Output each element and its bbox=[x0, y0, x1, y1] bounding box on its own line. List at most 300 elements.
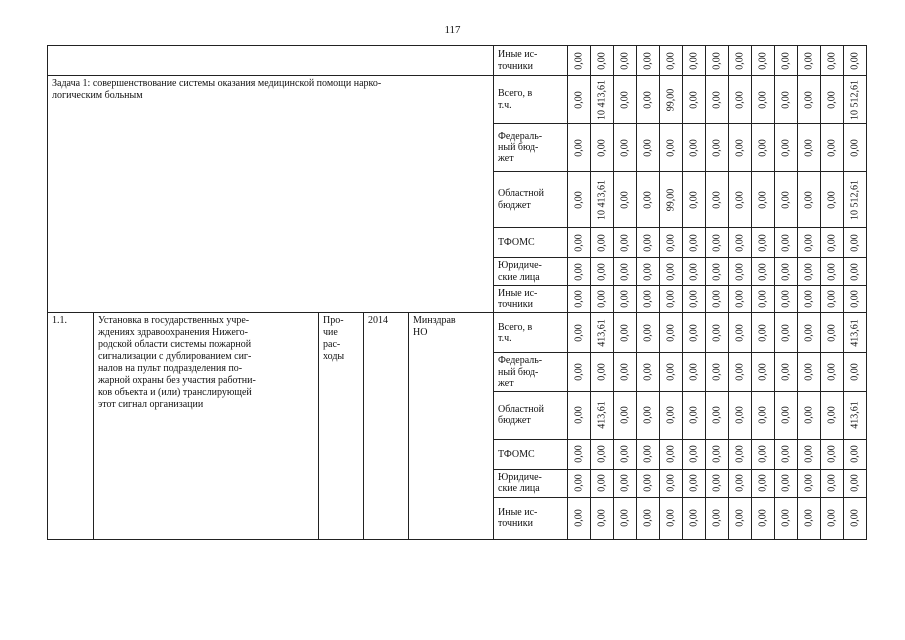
value-cell bbox=[591, 258, 614, 286]
value-text: 0,00 bbox=[596, 509, 608, 528]
source-label-text: Всего, в т.ч. bbox=[498, 321, 533, 344]
value-text: 0,00 bbox=[803, 51, 815, 70]
value-text: 0,00 bbox=[573, 138, 585, 157]
value-cell bbox=[752, 124, 775, 172]
source-label bbox=[494, 76, 568, 124]
value-text: 0,00 bbox=[665, 445, 677, 464]
value-cell bbox=[729, 286, 752, 313]
value-text: 0,00 bbox=[780, 290, 792, 308]
value-text: 0,00 bbox=[803, 190, 815, 209]
value-cell bbox=[614, 76, 637, 124]
value-text: 0,00 bbox=[688, 190, 700, 209]
value-cell bbox=[752, 391, 775, 439]
value-cell bbox=[798, 353, 821, 392]
value-cell bbox=[752, 172, 775, 228]
value-cell bbox=[637, 258, 660, 286]
value-text: 0,00 bbox=[573, 233, 585, 252]
value-cell bbox=[752, 313, 775, 353]
value-cell bbox=[683, 258, 706, 286]
source-label bbox=[494, 391, 568, 439]
value-cell bbox=[591, 228, 614, 258]
value-cell bbox=[752, 497, 775, 539]
value-cell bbox=[844, 391, 867, 439]
value-cell bbox=[729, 391, 752, 439]
value-cell bbox=[752, 286, 775, 313]
value-text: 0,00 bbox=[734, 51, 746, 70]
value-cell bbox=[821, 313, 844, 353]
value-cell bbox=[844, 124, 867, 172]
value-cell bbox=[729, 258, 752, 286]
source-label-text: Иные ис- точники bbox=[498, 507, 538, 530]
value-text: 0,00 bbox=[573, 90, 585, 109]
value-cell bbox=[775, 469, 798, 497]
source-label bbox=[494, 497, 568, 539]
value-text: 0,00 bbox=[757, 90, 769, 109]
source-label bbox=[494, 353, 568, 392]
item-number-text: 1.1. bbox=[52, 315, 67, 327]
value-text: 0,00 bbox=[642, 51, 654, 70]
value-cell bbox=[706, 313, 729, 353]
value-cell bbox=[660, 391, 683, 439]
value-text: 0,00 bbox=[642, 445, 654, 464]
value-cell bbox=[568, 497, 591, 539]
value-text: 0,00 bbox=[826, 363, 838, 381]
value-text: 0,00 bbox=[711, 51, 723, 70]
value-text: 0,00 bbox=[780, 233, 792, 252]
value-text: 0,00 bbox=[688, 445, 700, 464]
value-text: 0,00 bbox=[757, 290, 769, 308]
value-cell bbox=[568, 469, 591, 497]
source-label bbox=[494, 228, 568, 258]
value-cell bbox=[591, 353, 614, 392]
value-text: 0,00 bbox=[619, 138, 631, 157]
value-text: 0,00 bbox=[619, 406, 631, 425]
value-text: 0,00 bbox=[849, 474, 861, 493]
value-cell bbox=[729, 46, 752, 76]
value-text: 0,00 bbox=[757, 51, 769, 70]
value-text: 0,00 bbox=[573, 406, 585, 425]
value-text: 0,00 bbox=[734, 233, 746, 252]
value-text: 0,00 bbox=[573, 363, 585, 381]
value-cell bbox=[844, 469, 867, 497]
value-cell bbox=[798, 228, 821, 258]
value-cell bbox=[568, 313, 591, 353]
value-cell bbox=[660, 469, 683, 497]
value-text: 0,00 bbox=[757, 509, 769, 528]
value-cell bbox=[729, 76, 752, 124]
value-cell bbox=[798, 172, 821, 228]
value-cell bbox=[683, 313, 706, 353]
value-cell bbox=[775, 228, 798, 258]
value-cell bbox=[660, 258, 683, 286]
value-text: 0,00 bbox=[573, 262, 585, 281]
value-cell bbox=[821, 258, 844, 286]
value-cell bbox=[706, 497, 729, 539]
value-cell bbox=[798, 286, 821, 313]
value-text: 0,00 bbox=[642, 474, 654, 493]
item-description bbox=[94, 313, 319, 540]
value-text: 0,00 bbox=[688, 262, 700, 281]
value-text: 413,61 bbox=[596, 319, 608, 347]
value-cell bbox=[660, 439, 683, 469]
value-cell bbox=[844, 228, 867, 258]
value-text: 0,00 bbox=[711, 363, 723, 381]
value-text: 0,00 bbox=[780, 406, 792, 425]
value-text: 0,00 bbox=[849, 363, 861, 381]
value-text: 0,00 bbox=[734, 445, 746, 464]
value-cell bbox=[568, 124, 591, 172]
value-cell bbox=[821, 172, 844, 228]
value-cell bbox=[798, 439, 821, 469]
value-text: 0,00 bbox=[734, 474, 746, 493]
value-text: 0,00 bbox=[803, 474, 815, 493]
table-row bbox=[48, 313, 867, 353]
value-cell bbox=[614, 497, 637, 539]
value-cell bbox=[775, 391, 798, 439]
value-cell bbox=[591, 497, 614, 539]
value-cell bbox=[844, 497, 867, 539]
value-text: 0,00 bbox=[849, 262, 861, 281]
value-text: 0,00 bbox=[642, 262, 654, 281]
table-row bbox=[48, 46, 867, 76]
value-cell bbox=[729, 439, 752, 469]
value-text: 0,00 bbox=[619, 290, 631, 308]
value-text: 0,00 bbox=[849, 290, 861, 308]
value-cell bbox=[683, 353, 706, 392]
value-cell bbox=[821, 439, 844, 469]
value-text: 0,00 bbox=[573, 51, 585, 70]
value-text: 413,61 bbox=[849, 319, 861, 347]
source-label-text: Юридиче- ские лица bbox=[498, 260, 542, 283]
value-text: 0,00 bbox=[757, 324, 769, 342]
value-cell bbox=[568, 439, 591, 469]
value-text: 0,00 bbox=[688, 233, 700, 252]
value-cell bbox=[637, 313, 660, 353]
value-cell bbox=[729, 228, 752, 258]
value-cell bbox=[568, 286, 591, 313]
value-cell bbox=[729, 469, 752, 497]
value-cell bbox=[683, 286, 706, 313]
value-text: 0,00 bbox=[711, 290, 723, 308]
value-cell bbox=[844, 76, 867, 124]
value-text: 10 512,61 bbox=[849, 179, 861, 220]
value-text: 0,00 bbox=[826, 406, 838, 425]
value-text: 0,00 bbox=[711, 90, 723, 109]
source-label-text: Федераль- ный бюд- жет bbox=[498, 355, 543, 389]
value-text: 0,00 bbox=[734, 290, 746, 308]
value-cell bbox=[637, 46, 660, 76]
value-text: 0,00 bbox=[803, 406, 815, 425]
value-text: 0,00 bbox=[734, 138, 746, 157]
value-cell bbox=[729, 313, 752, 353]
value-cell bbox=[706, 172, 729, 228]
value-text: 0,00 bbox=[849, 138, 861, 157]
value-text: 0,00 bbox=[688, 363, 700, 381]
value-text: 0,00 bbox=[642, 233, 654, 252]
value-text: 0,00 bbox=[596, 233, 608, 252]
value-text: 0,00 bbox=[826, 509, 838, 528]
value-text: 0,00 bbox=[619, 90, 631, 109]
value-cell bbox=[614, 469, 637, 497]
value-text: 10 413,61 bbox=[596, 79, 608, 120]
value-cell bbox=[591, 313, 614, 353]
source-label-text: Областной бюджет bbox=[498, 188, 545, 211]
source-label-text: ТФОМС bbox=[498, 448, 535, 460]
value-cell bbox=[775, 353, 798, 392]
value-cell bbox=[683, 76, 706, 124]
value-text: 0,00 bbox=[665, 262, 677, 281]
value-cell bbox=[614, 286, 637, 313]
value-text: 0,00 bbox=[711, 406, 723, 425]
value-cell bbox=[660, 497, 683, 539]
value-text: 0,00 bbox=[757, 363, 769, 381]
value-text: 0,00 bbox=[803, 233, 815, 252]
source-label bbox=[494, 258, 568, 286]
task-title bbox=[48, 76, 494, 313]
value-cell bbox=[844, 353, 867, 392]
value-text: 0,00 bbox=[665, 290, 677, 308]
value-text: 0,00 bbox=[826, 233, 838, 252]
value-text: 0,00 bbox=[734, 509, 746, 528]
value-cell bbox=[637, 391, 660, 439]
value-cell bbox=[637, 439, 660, 469]
value-cell bbox=[568, 258, 591, 286]
value-text: 10 512,61 bbox=[849, 79, 861, 120]
value-cell bbox=[614, 439, 637, 469]
value-text: 0,00 bbox=[573, 290, 585, 308]
value-text: 0,00 bbox=[757, 262, 769, 281]
value-text: 0,00 bbox=[711, 474, 723, 493]
source-label-text: Юридиче- ские лица bbox=[498, 472, 542, 495]
value-cell bbox=[798, 497, 821, 539]
source-label bbox=[494, 46, 568, 76]
value-cell bbox=[660, 46, 683, 76]
value-cell bbox=[706, 286, 729, 313]
value-text: 0,00 bbox=[757, 233, 769, 252]
item-description-text: Установка в государственных учре- ждениях здравоохранения Нижего- родской области системы пожарной сигнализации с дублированием сиг- налов на пульт подразделения по- жарной охраны без участия работни- ков объекта и (или) транслирующей этот сигнал организации bbox=[98, 315, 256, 411]
value-cell bbox=[660, 353, 683, 392]
value-text: 0,00 bbox=[642, 324, 654, 342]
value-text: 0,00 bbox=[688, 324, 700, 342]
value-text: 0,00 bbox=[665, 51, 677, 70]
value-cell bbox=[660, 76, 683, 124]
value-cell bbox=[683, 497, 706, 539]
value-cell bbox=[821, 228, 844, 258]
value-cell bbox=[637, 172, 660, 228]
value-cell bbox=[614, 124, 637, 172]
value-cell bbox=[821, 124, 844, 172]
value-text: 0,00 bbox=[734, 262, 746, 281]
value-cell bbox=[798, 313, 821, 353]
value-cell bbox=[775, 172, 798, 228]
value-cell bbox=[591, 124, 614, 172]
value-text: 0,00 bbox=[596, 363, 608, 381]
value-cell bbox=[683, 469, 706, 497]
value-text: 0,00 bbox=[826, 262, 838, 281]
source-label bbox=[494, 439, 568, 469]
value-cell bbox=[637, 124, 660, 172]
value-text: 0,00 bbox=[711, 324, 723, 342]
value-text: 0,00 bbox=[780, 262, 792, 281]
value-cell bbox=[706, 439, 729, 469]
value-cell bbox=[568, 391, 591, 439]
value-text: 0,00 bbox=[734, 406, 746, 425]
item-year bbox=[364, 313, 409, 540]
value-cell bbox=[798, 76, 821, 124]
value-cell bbox=[798, 46, 821, 76]
value-cell bbox=[637, 228, 660, 258]
value-cell bbox=[752, 353, 775, 392]
value-text: 0,00 bbox=[734, 190, 746, 209]
value-text: 0,00 bbox=[849, 51, 861, 70]
value-cell bbox=[591, 439, 614, 469]
value-text: 0,00 bbox=[642, 90, 654, 109]
value-text: 0,00 bbox=[757, 138, 769, 157]
page-number: 117 bbox=[444, 24, 461, 36]
value-text: 0,00 bbox=[849, 445, 861, 464]
value-text: 0,00 bbox=[642, 290, 654, 308]
value-text: 0,00 bbox=[665, 406, 677, 425]
value-text: 0,00 bbox=[665, 474, 677, 493]
value-text: 0,00 bbox=[780, 474, 792, 493]
value-cell bbox=[568, 228, 591, 258]
value-text: 0,00 bbox=[573, 509, 585, 528]
source-label-text: Иные ис- точники bbox=[498, 288, 538, 311]
value-text: 0,00 bbox=[826, 51, 838, 70]
value-cell bbox=[844, 286, 867, 313]
value-text: 0,00 bbox=[711, 138, 723, 157]
value-cell bbox=[660, 124, 683, 172]
value-text: 0,00 bbox=[688, 290, 700, 308]
value-text: 0,00 bbox=[619, 233, 631, 252]
table-row bbox=[48, 76, 867, 124]
value-text: 0,00 bbox=[642, 363, 654, 381]
value-cell bbox=[775, 439, 798, 469]
value-text: 0,00 bbox=[642, 406, 654, 425]
value-text: 0,00 bbox=[734, 90, 746, 109]
value-text: 0,00 bbox=[849, 233, 861, 252]
value-cell bbox=[798, 258, 821, 286]
value-cell bbox=[844, 258, 867, 286]
value-text: 10 413,61 bbox=[596, 179, 608, 220]
value-cell bbox=[729, 124, 752, 172]
item-type-text: Про- чие рас- ходы bbox=[323, 315, 345, 363]
value-cell bbox=[821, 497, 844, 539]
value-cell bbox=[775, 258, 798, 286]
value-cell bbox=[660, 313, 683, 353]
value-cell bbox=[637, 469, 660, 497]
value-text: 0,00 bbox=[757, 445, 769, 464]
value-cell bbox=[706, 124, 729, 172]
source-label bbox=[494, 469, 568, 497]
value-cell bbox=[683, 228, 706, 258]
value-cell bbox=[637, 497, 660, 539]
value-text: 0,00 bbox=[780, 51, 792, 70]
value-cell bbox=[591, 76, 614, 124]
value-text: 0,00 bbox=[688, 51, 700, 70]
value-text: 0,00 bbox=[711, 262, 723, 281]
value-cell bbox=[706, 258, 729, 286]
value-text: 0,00 bbox=[757, 406, 769, 425]
value-text: 0,00 bbox=[642, 509, 654, 528]
value-text: 0,00 bbox=[619, 509, 631, 528]
value-text: 0,00 bbox=[596, 290, 608, 308]
value-cell bbox=[660, 228, 683, 258]
value-text: 0,00 bbox=[619, 190, 631, 209]
value-cell bbox=[683, 172, 706, 228]
value-text: 0,00 bbox=[619, 363, 631, 381]
value-text: 99,00 bbox=[665, 188, 677, 211]
value-cell bbox=[752, 228, 775, 258]
value-text: 0,00 bbox=[734, 324, 746, 342]
value-cell bbox=[614, 172, 637, 228]
value-text: 0,00 bbox=[642, 138, 654, 157]
value-text: 413,61 bbox=[849, 401, 861, 430]
value-cell bbox=[844, 313, 867, 353]
budget-table bbox=[47, 45, 867, 540]
value-cell bbox=[729, 497, 752, 539]
value-text: 0,00 bbox=[573, 190, 585, 209]
value-text: 0,00 bbox=[573, 445, 585, 464]
value-cell bbox=[729, 353, 752, 392]
value-text: 0,00 bbox=[711, 233, 723, 252]
source-label bbox=[494, 172, 568, 228]
value-cell bbox=[591, 391, 614, 439]
value-text: 0,00 bbox=[619, 51, 631, 70]
source-label-text: Областной бюджет bbox=[498, 404, 545, 427]
value-cell bbox=[568, 76, 591, 124]
value-text: 0,00 bbox=[826, 138, 838, 157]
item-executor bbox=[409, 313, 494, 540]
value-text: 0,00 bbox=[803, 90, 815, 109]
value-cell bbox=[844, 439, 867, 469]
value-text: 0,00 bbox=[803, 138, 815, 157]
value-cell bbox=[752, 469, 775, 497]
value-cell bbox=[660, 286, 683, 313]
value-text: 0,00 bbox=[826, 90, 838, 109]
value-cell bbox=[821, 353, 844, 392]
value-cell bbox=[683, 391, 706, 439]
value-cell bbox=[821, 286, 844, 313]
value-text: 0,00 bbox=[780, 190, 792, 209]
value-cell bbox=[821, 391, 844, 439]
value-text: 99,00 bbox=[665, 88, 677, 111]
blank-cell bbox=[48, 46, 494, 76]
source-label bbox=[494, 313, 568, 353]
value-text: 0,00 bbox=[573, 474, 585, 493]
source-label-text: Всего, в т.ч. bbox=[498, 88, 533, 111]
item-type bbox=[319, 313, 364, 540]
value-text: 0,00 bbox=[803, 363, 815, 381]
source-label-text: Федераль- ный бюд- жет bbox=[498, 130, 543, 165]
value-cell bbox=[614, 353, 637, 392]
value-text: 0,00 bbox=[803, 262, 815, 281]
value-cell bbox=[798, 124, 821, 172]
value-cell bbox=[775, 124, 798, 172]
value-text: 0,00 bbox=[688, 138, 700, 157]
value-cell bbox=[591, 46, 614, 76]
value-text: 0,00 bbox=[619, 262, 631, 281]
value-text: 0,00 bbox=[688, 474, 700, 493]
value-text: 0,00 bbox=[757, 474, 769, 493]
value-text: 0,00 bbox=[780, 324, 792, 342]
value-text: 0,00 bbox=[803, 509, 815, 528]
value-text: 0,00 bbox=[596, 262, 608, 281]
value-cell bbox=[637, 353, 660, 392]
value-text: 0,00 bbox=[665, 509, 677, 528]
value-cell bbox=[775, 76, 798, 124]
value-cell bbox=[752, 258, 775, 286]
